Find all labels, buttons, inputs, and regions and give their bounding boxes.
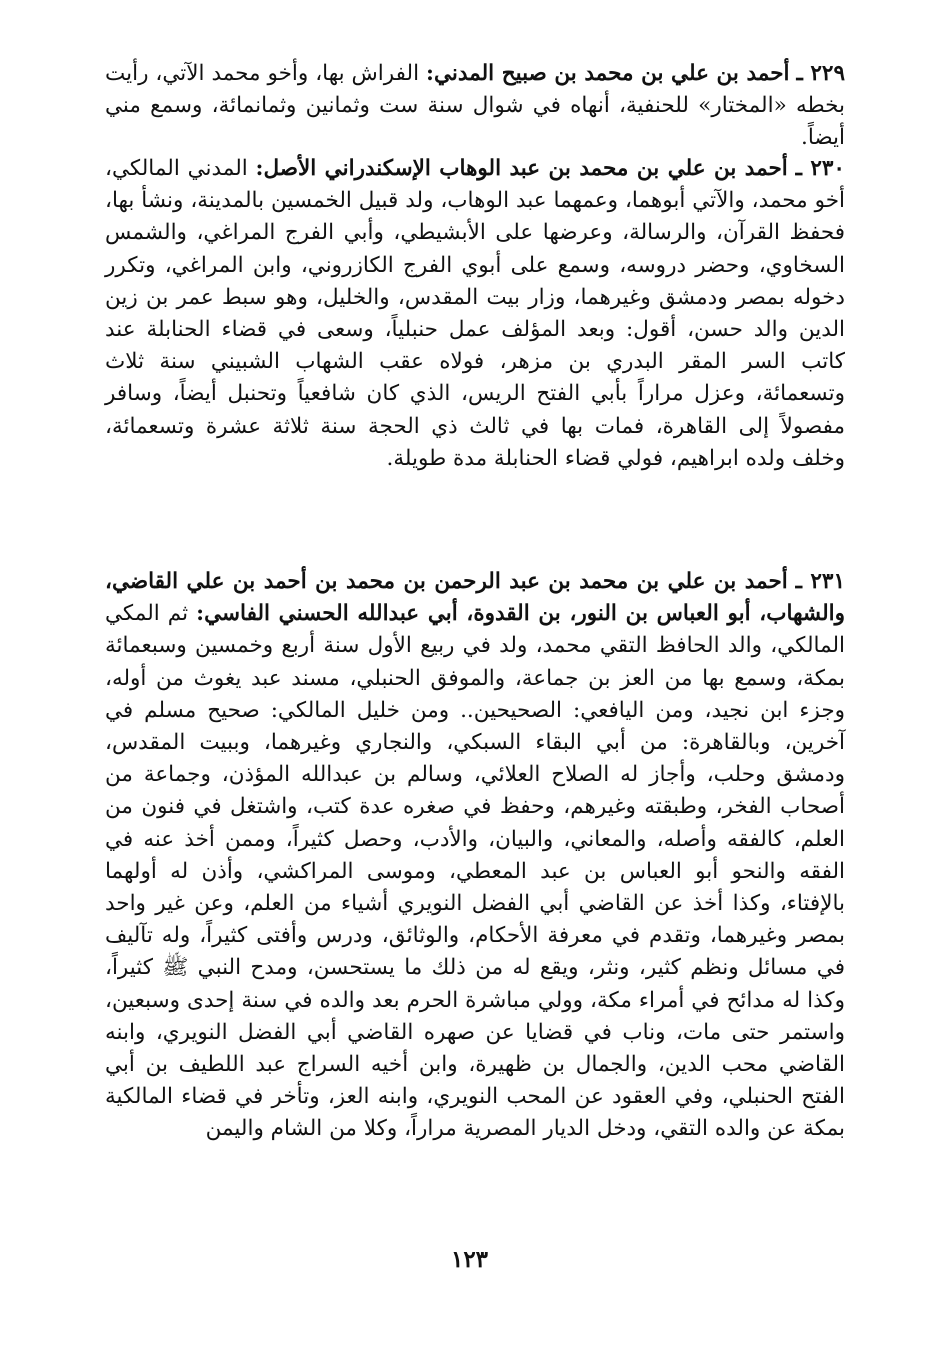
entry-paragraph <box>105 58 845 155</box>
biography-entry-231 <box>105 566 845 1146</box>
entry-name: أحمد بن علي بن محمد بن عبد الوهاب الإسكندراني الأصل: <box>255 156 788 181</box>
entry-paragraph <box>105 566 845 1146</box>
entry-text: الفراش بها، وأخو محمد الآتي، رأيت بخطه «المختار» للحنفية، أنهاه في شوال سنة ست وثمانين وثمانمائة، وسمع مني أيضاً. <box>105 61 845 151</box>
entry-number: ٢٣١ ـ <box>795 569 845 594</box>
entry-paragraph <box>105 153 845 475</box>
entry-name: أحمد بن علي بن محمد بن عبد الرحمن بن محمد بن أحمد بن علي القاضي، والشهاب، أبو العباس بن النور، بن القدوة، أبي عبدالله الحسني الفاسي: <box>105 569 846 627</box>
entry-text: ثم المكي المالكي، والد الحافظ التقي محمد، ولد في ربيع الأول سنة أربع وخمسين وسبعمائة بمكة، وسمع بها من العز بن جماعة، والموفق الحنبلي، مسند عبد يغوث من أوله، وجزء ابن نجيد، ومن اليافعي: الصحيحين.. ومن خليل المالكي: صحيح مسلم في آخرين، وبالقاهرة: من أبي البقاء السبكي، والنجاري وغيرهما، وببيت المقدس، ودمشق وحلب، وأجاز له الصلاح العلائي، وسالم بن عبدالله المؤذن، وجماعة من أصحاب الفخر، وطبقته وغيرهم، وحفظ في صغره عدة كتب، واشتغل في فنون من العلم، كالفقه وأصله، والمعاني، والبيان، والأدب، وحصل كثيراً، وممن أخذ عنه في الفقه والنحو أبو العباس بن عبد المعطي، وموسى المراكشي، وأذن له أولهما بالإفتاء، وكذا أخذ عن القاضي أبي الفضل النويري أشياء من العلم، وعن غير واحد بمصر وغيرهما، وتقدم في معرفة الأحكام، والوثائق، ودرس وأفتى كثيراً، وله تآليف في مسائل ونظم كثير، ونثر، ويقع له من ذلك ما يستحسن، ومدح النبي ﷺ كثيراً، وكذا له مدائح في أمراء مكة، وولي مباشرة الحرم بعد والده في سنة إحدى وسبعين، واستمر حتى مات، وناب في قضايا عن صهره القاضي أبي الفضل النويري، وابنه القاضي محب الدين، والجمال بن ظهيرة، وابن أخيه السراج عبد اللطيف بن أبي الفتح الحنبلي، وفي العقود عن المحب النويري، وابنه العز، وتأخر في قضاء المالكية بمكة عن والده التقي، ودخل الديار المصرية مراراً، وكلا من الشام واليمن <box>105 601 845 1142</box>
entry-number: ٢٢٩ ـ <box>796 61 845 86</box>
biography-entry-230 <box>105 153 845 475</box>
page-number: ١٢٣ <box>450 1246 489 1273</box>
biography-entry-229 <box>105 58 845 155</box>
entry-name: أحمد بن علي بن محمد بن صبيح المدني: <box>426 61 790 86</box>
entry-number: ٢٣٠ ـ <box>795 156 845 181</box>
entry-text: المدني المالكي، أخو محمد، والآتي أبوهما، وعمهما عبد الوهاب، ولد قبيل الخمسين بالمدينة، ونشأ بها، فحفظ القرآن، والرسالة، وعرضها على الأبشيطي، وأبي الفرج المراغي، والشمس السخاوي، وحضر دروسه، وسمع على أبوي الفرج الكازروني، وابن المراغي، وتكرر دخوله بمصر ودمشق وغيرهما، وزار بيت المقدس، والخليل، وهو سبط عمر بن زين الدين والد حسن، أقول: وبعد المؤلف عمل حنبلياً، وسعى في قضاء الحنابلة عند كاتب السر المقر البدري بن مزهر، فولاه عقب الشهاب الشبيني سنة ثلاث وتسعمائة، وعزل مراراً بأبي الفتح الريس، الذي كان شافعياً وتحنبل أيضاً، وسافر مفصولاً إلى القاهرة، فمات بها في ثالث ذي الحجة سنة ثلاثة عشرة وتسعمائة، وخلف ولده ابراهيم، فولي قضاء الحنابلة مدة طويلة. <box>105 156 845 471</box>
